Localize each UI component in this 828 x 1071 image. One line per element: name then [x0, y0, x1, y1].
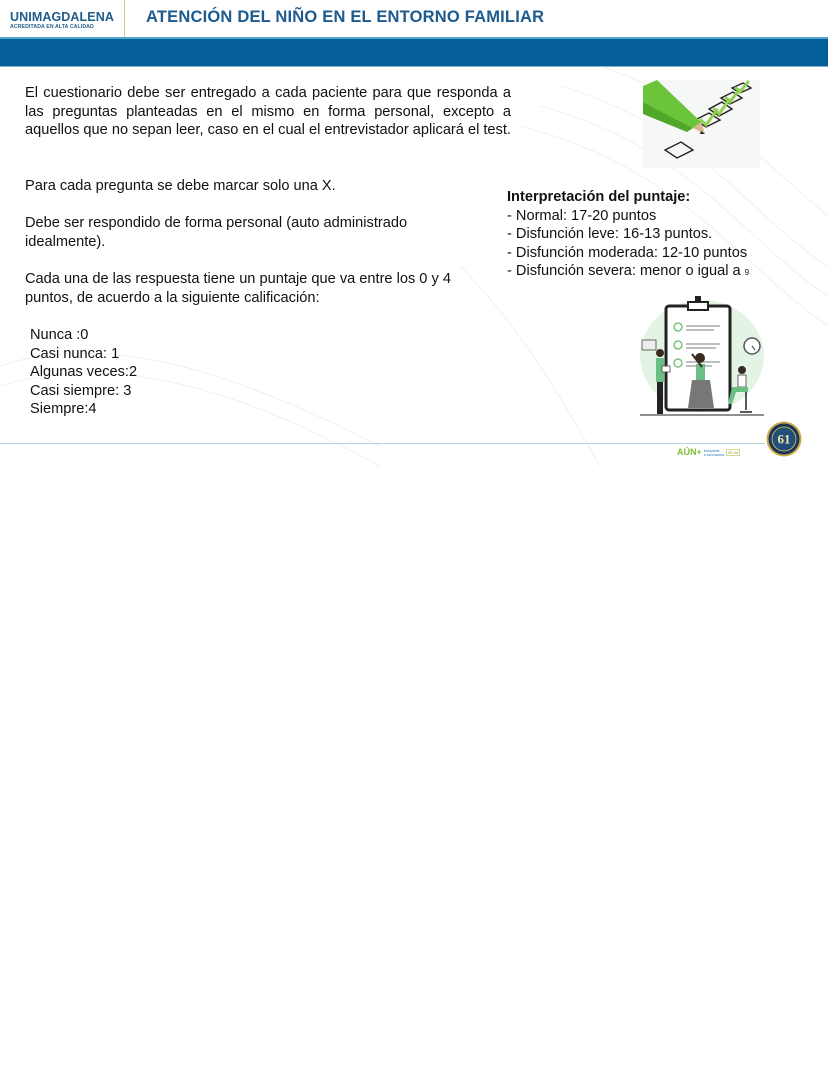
interpretation-title: Interpretación del puntaje: [507, 189, 691, 205]
score-interpretation [507, 188, 749, 283]
logo-name: UNIMAGDALENA [10, 10, 114, 24]
instructions-paragraph-3: Debe ser respondido de forma personal (auto administrado idealmente). [25, 215, 408, 250]
interpretation-item [507, 262, 749, 283]
footer-brand-logo [677, 447, 740, 457]
brand-years: 20 24 [728, 450, 739, 456]
brand-subtext-1: incluyente [703, 448, 720, 453]
interpretation-item-text: - Disfunción severa: menor o igual a [507, 263, 745, 279]
logo-tagline: ACREDITADA EN ALTA CALIDAD [10, 24, 94, 30]
interpretation-item-value: 9 [744, 268, 750, 277]
checklist-pencil-icon [643, 80, 760, 168]
scale-item: Casi siempre: 3 [30, 382, 132, 399]
interpretation-item: - Disfunción moderada: 12-10 puntos [507, 244, 748, 261]
scale-item: Siempre:4 [30, 401, 97, 417]
scale-item: Nunca :0 [30, 327, 89, 343]
score-scale-list [30, 326, 137, 419]
header-band [0, 37, 828, 66]
interpretation-item: - Disfunción leve: 16-13 puntos. [507, 226, 713, 242]
slide-header [0, 0, 828, 37]
logo-divider [124, 0, 125, 37]
scale-item: Casi nunca: 1 [30, 345, 120, 362]
anniversary-61-badge-icon [766, 421, 802, 457]
footer-divider [0, 443, 765, 444]
brand-subtext-2: e innovadora [703, 452, 725, 457]
brand-text: AÚN+ [677, 447, 702, 457]
instructions-paragraph-1: El cuestionario debe ser entregado a cada paciente para que responda a las preguntas planteadas en el mismo en forma personal, excepto a aquellos que no sepan leer, caso en el cual el entrevistador aplicará el test. [25, 85, 511, 138]
scale-item: Algunas veces:2 [30, 364, 138, 380]
interpretation-item: - Normal: 17-20 puntos [507, 207, 657, 224]
slide-title: ATENCIÓN DEL NIÑO EN EL ENTORNO FAMILIAR [146, 8, 545, 26]
brand-subtext [704, 449, 724, 457]
people-clipboard-illustration-icon [636, 294, 768, 420]
instructions-paragraph-4: Cada una de las respuesta tiene un puntaje que va entre los 0 y 4 puntos, de acuerdo a la siguiente calificación: [25, 271, 451, 306]
slide [0, 0, 828, 466]
unimagdalena-logo [10, 11, 114, 30]
instructions-paragraph-2: Para cada pregunta se debe marcar solo una X. [25, 178, 336, 194]
header-band-edge [0, 66, 828, 67]
badge-number: 61 [777, 431, 791, 447]
